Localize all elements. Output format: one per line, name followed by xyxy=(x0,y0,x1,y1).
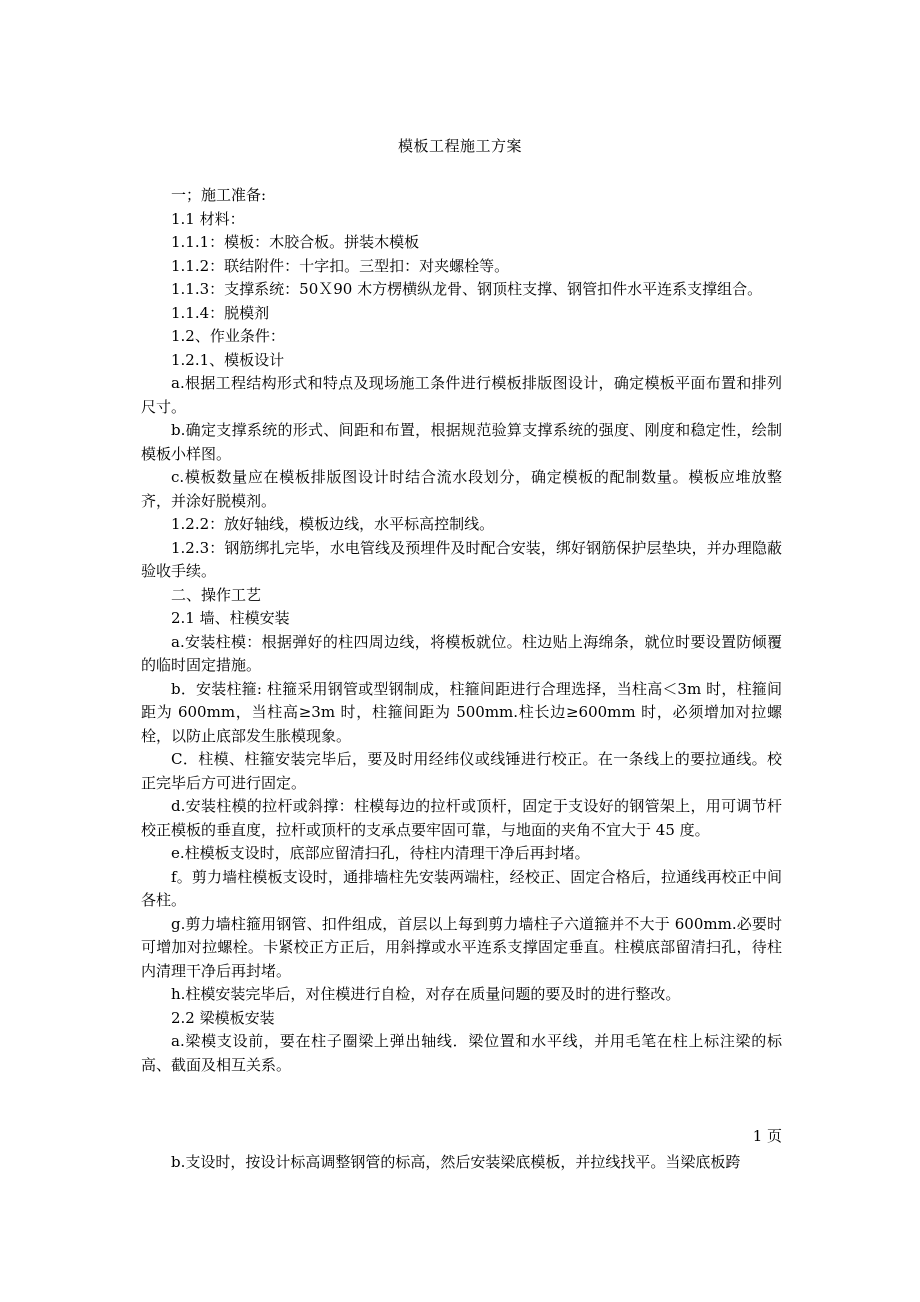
paragraph: 1.1.2：联结附件：十字扣。三型扣：对夹螺栓等。 xyxy=(171,256,510,275)
paragraph: 二、操作工艺 xyxy=(171,585,262,604)
document-body xyxy=(141,184,782,1077)
paragraph: b.确定支撑系统的形式、间距和布置，根据规范验算支撑系统的强度、刚度和稳定性，绘制模板小样图。 xyxy=(141,421,782,463)
paragraph: 1.2、作业条件： xyxy=(171,327,285,345)
paragraph: b.支设时，按设计标高调整钢管的标高，然后安装梁底模板，并拉线找平。当梁底板跨 xyxy=(171,1153,741,1171)
paragraph: h.柱模安装完毕后，对住模进行自检，对存在质量问题的要及时的进行整改。 xyxy=(171,985,681,1003)
paragraph: d.安装柱模的拉杆或斜撑：柱模每边的拉杆或顶杆，固定于支设好的钢管架上，用可调节杆校正模板的垂直度，拉杆或顶杆的支承点要牢固可靠，与地面的夹角不宜大于 45 度。 xyxy=(141,797,782,839)
paragraph: c.模板数量应在模板排版图设计时结合流水段划分，确定模板的配制数量。模板应堆放整齐，并涂好脱模剂。 xyxy=(141,468,782,510)
paragraph: f。剪力墙柱模板支设时，通排墙柱先安装两端柱，经校正、固定合格后，拉通线再校正中间各柱。 xyxy=(141,867,782,909)
paragraph: 1.1.3：支撑系统：50Ｘ90 木方楞横纵龙骨、钢顶柱支撑、钢管扣件水平连系支撑组合。 xyxy=(171,280,763,298)
paragraph: 2.1 墙、柱模安装 xyxy=(171,609,290,627)
paragraph: a.安装柱模：根据弹好的柱四周边线，将模板就位。柱边贴上海绵条，就位时要设置防倾覆的临时固定措施。 xyxy=(141,632,782,674)
paragraph: b．安装柱箍: 柱箍采用钢管或型钢制成，柱箍间距进行合理选择，当柱高＜3m 时，柱箍间距为 600mm，当柱高≥3m 时，柱箍间距为 500mm.柱长边≥600mm 时，必须增加对拉螺栓，以防止底部发生胀模现象。 xyxy=(141,679,782,745)
paragraph: 1.2.2：放好轴线，模板边线，水平标高控制线。 xyxy=(171,515,495,533)
next-page-body xyxy=(141,1151,782,1175)
paragraph: 1.2.3：钢筋绑扎完毕，水电管线及预埋件及时配合安装，绑好钢筋保护层垫块，并办理隐蔽验收手续。 xyxy=(141,538,782,580)
paragraph: 2.2 梁模板安装 xyxy=(171,1008,275,1027)
paragraph: 1.2.1、模板设计 xyxy=(171,350,285,369)
paragraph: 1.1 材料： xyxy=(171,209,245,228)
page-number: 1 页 xyxy=(752,1127,782,1145)
paragraph: a.梁模支设前，要在柱子圈梁上弹出轴线．梁位置和水平线，并用毛笔在柱上标注梁的标高、截面及相互关系。 xyxy=(141,1032,782,1074)
paragraph: 1.1.1：模板：木胶合板。拼装木模板 xyxy=(171,233,420,251)
paragraph: g.剪力墙柱箍用钢管、扣件组成，首层以上每到剪力墙柱子六道箍并不大于 600mm.必要时可增加对拉螺栓。卡紧校正方正后，用斜撑或水平连系支撑固定垂直。柱模底部留清扫孔，待柱内清理干净后再封堵。 xyxy=(141,914,782,980)
paragraph: 1.1.4：脱模剂 xyxy=(171,303,270,322)
paragraph: 一；施工准备: xyxy=(171,186,267,204)
document-title: 模板工程施工方案 xyxy=(397,137,522,155)
paragraph: a.根据工程结构形式和特点及现场施工条件进行模板排版图设计，确定模板平面布置和排列尺寸。 xyxy=(141,374,782,416)
paragraph: C．柱模、柱箍安装完毕后，要及时用经纬仪或线锤进行校正。在一条线上的要拉通线。校正完毕后方可进行固定。 xyxy=(141,750,782,792)
paragraph: e.柱模板支设时，底部应留清扫孔，待柱内清理干净后再封堵。 xyxy=(171,844,590,862)
